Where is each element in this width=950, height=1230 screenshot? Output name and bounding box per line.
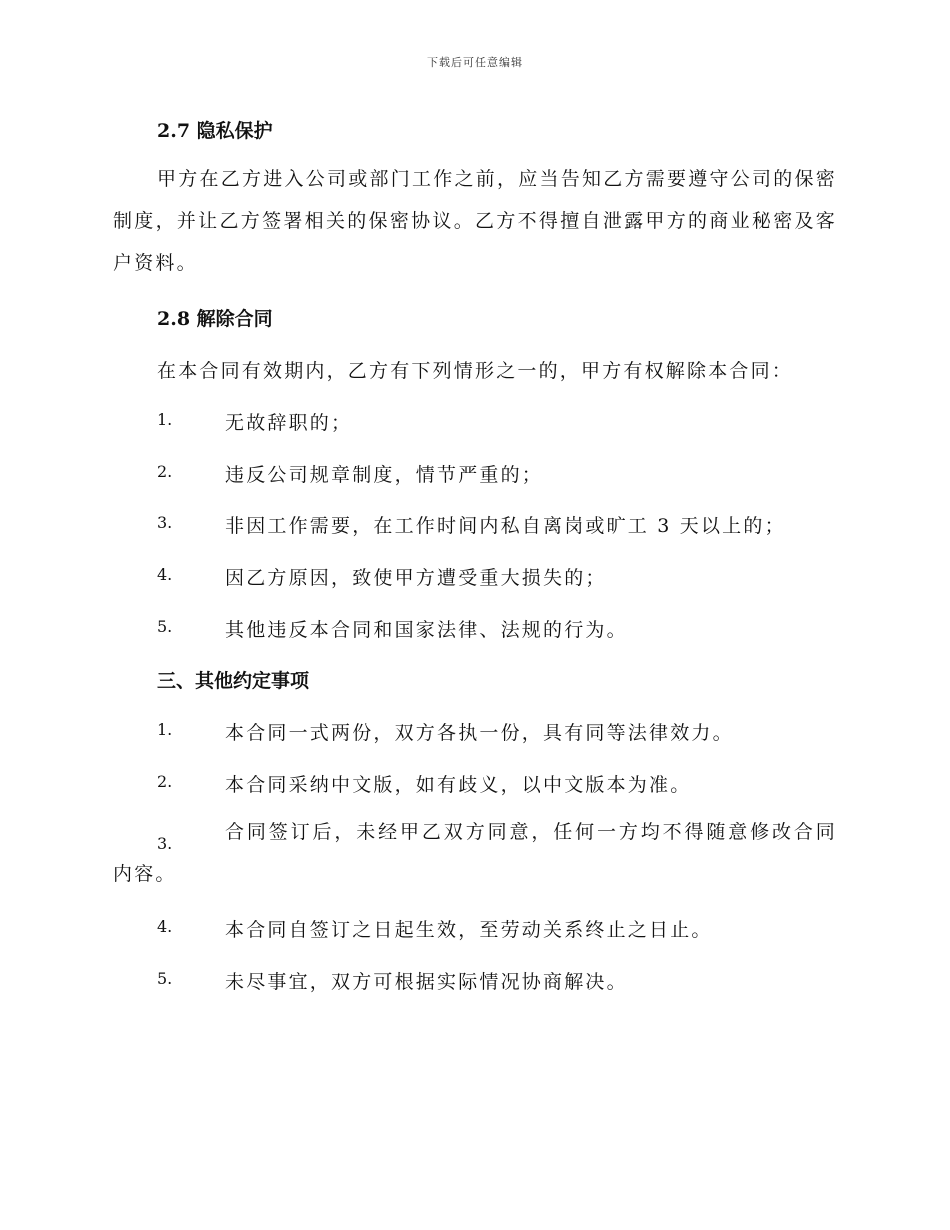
list-item-text: 因乙方原因，致使甲方遭受重大损失的； xyxy=(225,567,607,589)
list-item-text: 无故辞职的； xyxy=(225,412,353,434)
list-item-text: 违反公司规章制度，情节严重的； xyxy=(225,464,544,486)
section-heading-privacy: 2.7 隐私保护 xyxy=(157,120,273,142)
list-item-number: 2. xyxy=(157,462,173,481)
list-item-number: 2. xyxy=(157,772,173,791)
list-item-number: 3. xyxy=(157,834,173,853)
list-item-text: 本合同自签订之日起生效，至劳动关系终止之日止。 xyxy=(225,919,713,941)
list-item-number: 5. xyxy=(157,617,173,636)
list-item-text: 本合同采纳中文版，如有歧义，以中文版本为准。 xyxy=(225,774,692,796)
termination-intro: 在本合同有效期内，乙方有下列情形之一的，甲方有权解除本合同： xyxy=(157,360,794,382)
list-item-text: 未尽事宜，双方可根据实际情况协商解决。 xyxy=(225,971,628,993)
section-heading-termination: 2.8 解除合同 xyxy=(157,308,273,330)
page-header: 下载后可任意编辑 xyxy=(427,56,523,69)
list-item-number: 1. xyxy=(157,720,173,739)
list-item-number: 5. xyxy=(157,969,173,988)
list-item-number: 4. xyxy=(157,565,173,584)
list-item-text: 非因工作需要，在工作时间内私自离岗或旷工 3 天以上的； xyxy=(225,515,786,537)
list-item-number: 4. xyxy=(157,917,173,936)
list-item-text: 本合同一式两份，双方各执一份，具有同等法律效力。 xyxy=(225,722,734,744)
list-item-text: 其他违反本合同和国家法律、法规的行为。 xyxy=(225,619,628,641)
list-item-text: 合同签订后，未经甲乙双方同意，任何一方均不得随意修改合同内容。 xyxy=(113,821,837,885)
list-item-number: 1. xyxy=(157,410,173,429)
list-item-number: 3. xyxy=(157,513,173,532)
privacy-paragraph: 甲方在乙方进入公司或部门工作之前，应当告知乙方需要遵守公司的保密制度，并让乙方签署相关的保密协议。乙方不得擅自泄露甲方的商业秘密及客户资料。 xyxy=(113,168,837,274)
list-item xyxy=(113,811,837,895)
section-heading-other: 三、其他约定事项 xyxy=(157,670,310,692)
